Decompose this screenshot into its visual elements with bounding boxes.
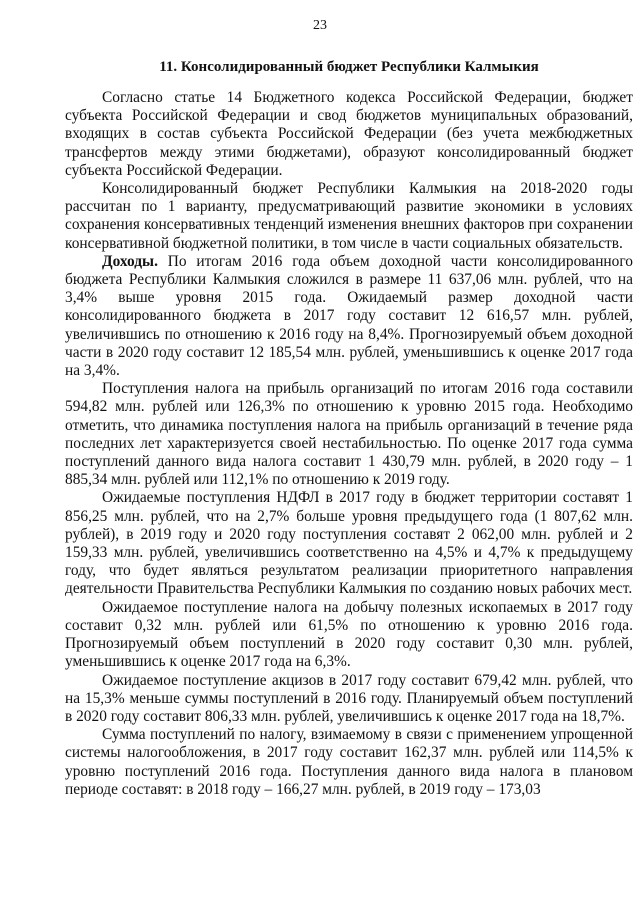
paragraph-text: Ожидаемое поступление акцизов в 2017 году составит 679,42 млн. рублей, что на 15,3% меньше суммы поступлений в 2016 году. Планируемый объем поступлений в 2020 году составит 806,33 млн. рублей, увеличившись к оценке 2017 года на 18,7%. (65, 671, 633, 725)
paragraph (65, 489, 633, 598)
page-number: 23 (313, 18, 327, 33)
paragraph-text: Поступления налога на прибыль организаций по итогам 2016 года составили 594,82 млн. рублей или 126,3% по отношению к уровню 2015 года. Необходимо отметить, что динамика поступления налога на прибыль организаций в течение ряда последних лет характеризуется своей нестабильностью. По оценке 2017 года сумма поступлений данного вида налога составит 1 430,79 млн. рублей, в 2020 году – 1 885,34 млн. рублей или 112,1% по отношению к 2019 году. (65, 380, 633, 489)
paragraph (65, 253, 633, 380)
paragraph (65, 599, 633, 672)
paragraph-text: Сумма поступлений по налогу, взимаемому в связи с применением упрощенной системы налогообложения, в 2017 году составит 162,37 млн. рублей или 114,5% к уровню поступлений 2016 года. Поступления данного вида налога в плановом периоде составят: в 2018 году – 166,27 млн. рублей, в 2019 году – 173,03 (65, 726, 633, 798)
paragraph-text: Согласно статье 14 Бюджетного кодекса Российской Федерации, бюджет субъекта Российской Федерации и свод бюджетов муниципальных образований, входящих в состав субъекта Российской Федерации (без учета межбюджетных трансфертов между этими бюджетами), образуют консолидированный бюджет субъекта Российской Федерации. (65, 89, 633, 179)
paragraph-text: Консолидированный бюджет Республики Калмыкия на 2018-2020 годы рассчитан по 1 варианту, предусматривающий развитие экономики в условиях сохранения консервативных тенденций изменения внешних факторов при сохранении консервативной бюджетной политики, в том числе в части социальных обязательств. (65, 180, 633, 252)
paragraph (65, 180, 633, 253)
paragraph (65, 672, 633, 727)
paragraph (65, 89, 633, 180)
paragraph-text: Ожидаемое поступление налога на добычу полезных ископаемых в 2017 году составит 0,32 млн. рублей или 61,5% по отношению к уровню 2016 года. Прогнозируемый объем поступлений в 2020 году составит 0,30 млн. рублей, уменьшившись к оценке 2017 года на 6,3%. (65, 598, 633, 671)
paragraph-text: Ожидаемые поступления НДФЛ в 2017 году в бюджет территории составят 1 856,25 млн. рублей, что на 2,7% больше уровня предыдущего года (1 807,62 млн. рублей), в 2019 году и 2020 году поступления составят 2 062,00 млн. рублей и 2 159,33 млн. рублей, увеличившись соответственно на 4,5% и 4,7% к предыдущему году, что будет являться результатом реализации приоритетного направления деятельности Правительства Республики Калмыкия по созданию новых рабочих мест. (65, 489, 633, 598)
paragraph-text: По итогам 2016 года объем доходной части консолидированного бюджета Республики Калмыкия сложился в размере 11 637,06 млн. рублей, что на 3,4% выше уровня 2015 года. Ожидаемый размер доходной части консолидированного бюджета в 2017 году составит 12 616,57 млн. рублей, увеличившись по отношению к 2016 году на 8,4%. Прогнозируемый объем доходной части в 2020 году составит 12 185,54 млн. рублей, уменьшившись к оценке 2017 года на 3,4%. (65, 252, 633, 380)
paragraph (65, 726, 633, 799)
body-text (65, 89, 633, 799)
paragraph-lead: Доходы. (102, 252, 158, 270)
paragraph (65, 380, 633, 489)
section-heading: 11. Консолидированный бюджет Республики Калмыкия (159, 59, 539, 75)
